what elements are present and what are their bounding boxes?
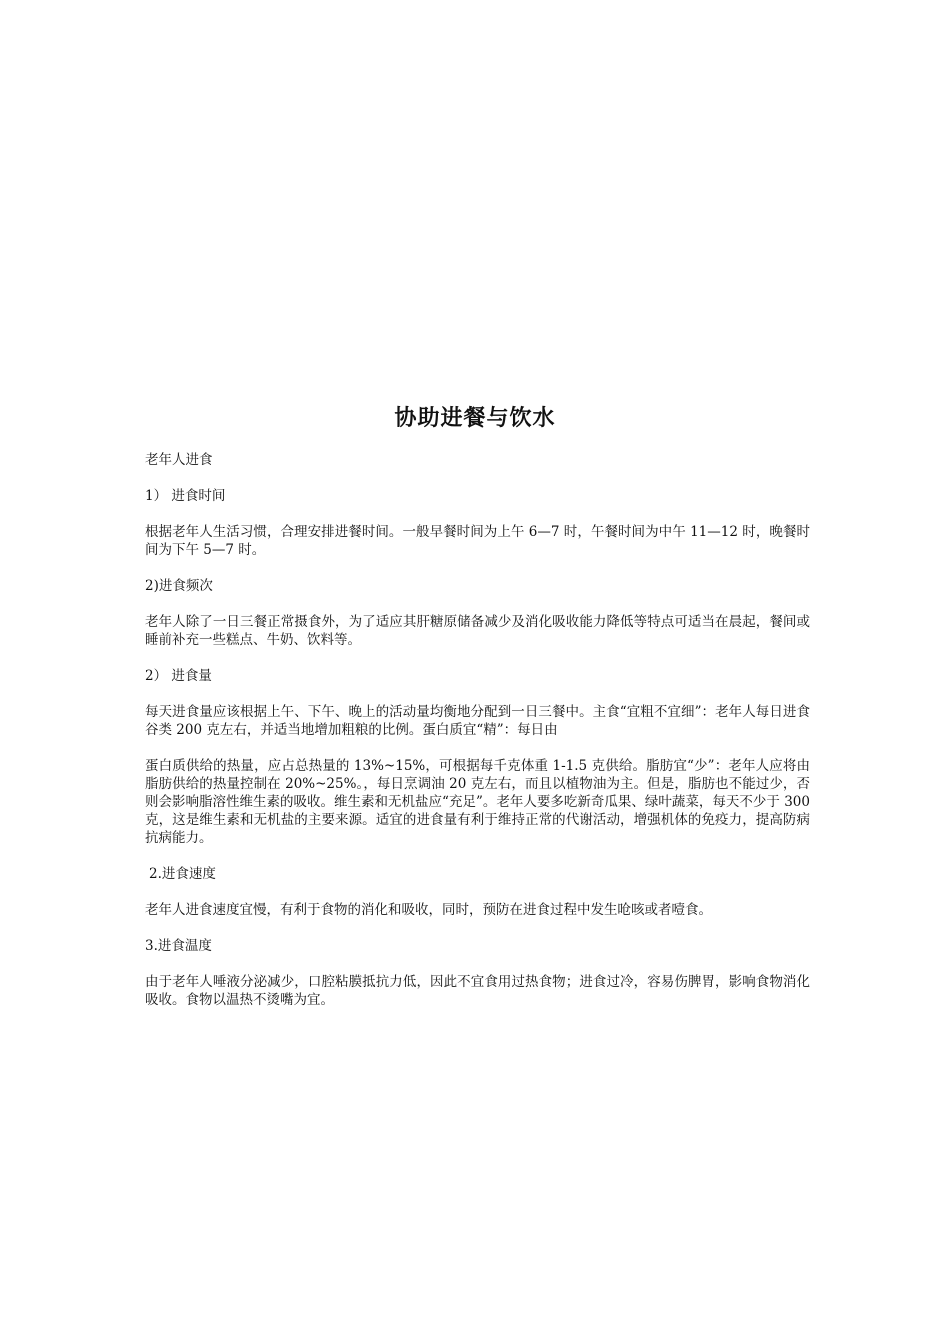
document-title: 协助进餐与饮水 [394, 405, 556, 431]
paragraph-food-temperature: 由于老年人唾液分泌减少，口腔粘膜抵抗力低，因此不宜食用过热食物；进食过冷，容易伤脾胃，影响食物消化吸收。食物以温热不烫嘴为宜。 [145, 974, 810, 1008]
paragraph-meal-time: 根据老年人生活习惯，合理安排进餐时间。一般早餐时间为上午 6—7 时，午餐时间为中午 11—12 时，晚餐时间为下午 5—7 时。 [145, 524, 810, 558]
paragraph-meal-frequency: 老年人除了一日三餐正常摄食外，为了适应其肝糖原储备减少及消化吸收能力降低等特点可适当在晨起，餐间或睡前补充一些糕点、牛奶、饮料等。 [145, 614, 810, 648]
subheading-meal-amount: 2） 进食量 [145, 668, 212, 684]
subheading-food-temperature: 3.进食温度 [145, 938, 212, 954]
subheading-eating-speed: 2.进食速度 [149, 866, 216, 882]
paragraph-eating-speed: 老年人进食速度宜慢，有利于食物的消化和吸收，同时，预防在进食过程中发生呛咳或者噎食。 [145, 902, 712, 918]
document-body [145, 451, 810, 1027]
subheading-meal-time: 1） 进食时间 [145, 488, 226, 504]
subheading-meal-frequency: 2)进食频次 [145, 578, 213, 594]
section-heading: 老年人进食 [145, 452, 213, 468]
paragraph-nutrition: 蛋白质供给的热量，应占总热量的 13%~15%，可根据每千克体重 1-1.5 克供给。脂肪宜“少”：老年人应将由脂肪供给的热量控制在 20%~25%。，每日烹调油 20 克左右，而且以植物油为主。但是，脂肪也不能过少，否则会影响脂溶性维生素的吸收。维生素和无机盐应“充足”。老年人要多吃新奇瓜果、绿叶蔬菜，每天不少于 300 克，这是维生素和无机盐的主要来源。适宜的进食量有利于维持正常的代谢活动，增强机体的免疫力，提高防病抗病能力。 [145, 758, 810, 846]
paragraph-meal-amount: 每天进食量应该根据上午、下午、晚上的活动量均衡地分配到一日三餐中。主食“宜粗不宜细”：老年人每日进食谷类 200 克左右，并适当地增加粗粮的比例。蛋白质宜“精”：每日由 [145, 704, 810, 738]
